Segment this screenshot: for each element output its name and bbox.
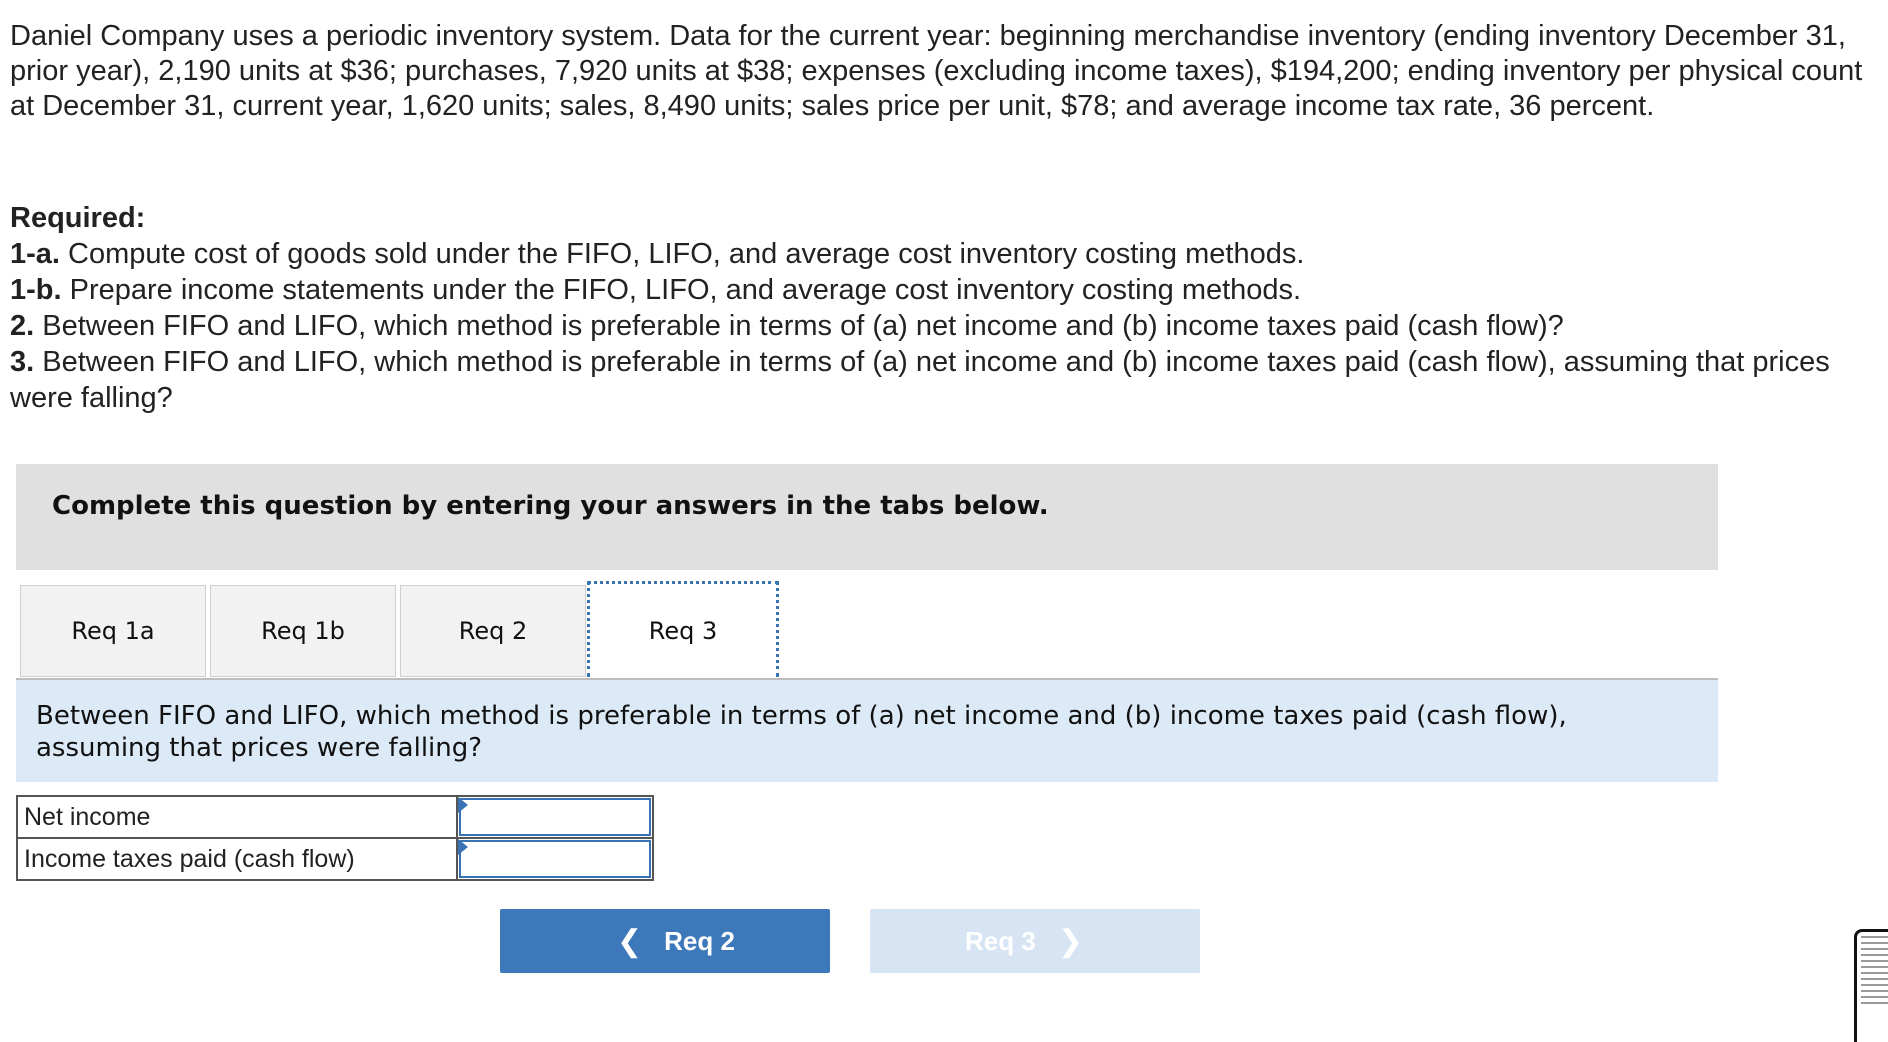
required-item-number: 1-a. [10,238,60,270]
required-item-text: Between FIFO and LIFO, which method is preferable in terms of (a) net income and (b) income taxes paid (cash flow), assuming that prices were falling? [10,346,1830,414]
dropdown-marker-icon [458,839,468,855]
chevron-left-icon: ❮ [617,924,643,958]
next-req-label: Req 3 [965,925,1036,956]
prev-req-label: Req 2 [664,925,735,956]
required-item-3 [10,344,1885,416]
problem-statement: Daniel Company uses a periodic inventory system. Data for the current year: beginning merchandise inventory (ending inventory December 31, prior year), 2,190 units at $36; purchases, 7,920 units at $38; expenses (excluding income taxes), $194,200; ending inventory per physical count at December 31, current year, 1,620 units; sales, 8,490 units; sales price per unit, $78; and average income tax rate, 36 percent. [10,20,1863,122]
question-text: Between FIFO and LIFO, which method is preferable in terms of (a) net income and (b) income taxes paid (cash flow), assuming that prices were falling? [36,701,1567,763]
net-income-select[interactable] [459,798,651,836]
required-section [10,200,1885,416]
required-item-1a [10,236,1885,272]
table-row [17,838,653,880]
required-item-number: 2. [10,310,35,342]
row-label-net-income: Net income [17,796,457,838]
required-item-number: 3. [10,346,35,378]
required-item-text: Between FIFO and LIFO, which method is preferable in terms of (a) net income and (b) income taxes paid (cash flow)? [34,310,1564,342]
tab-req-2[interactable]: Req 2 [400,585,586,677]
prev-req-button[interactable] [500,909,830,973]
next-req-button[interactable] [870,909,1200,973]
tab-req-1a[interactable]: Req 1a [20,585,206,677]
required-heading: Required: [10,202,146,234]
instruction-banner [16,464,1718,570]
dropdown-marker-icon [458,797,468,813]
required-item-number: 1-b. [10,274,62,306]
income-taxes-select[interactable] [459,840,651,878]
net-income-dropdown[interactable] [457,796,653,838]
required-item-text: Prepare income statements under the FIFO, LIFO, and average cost inventory costing methods. [61,274,1302,306]
chevron-right-icon: ❯ [1057,924,1083,958]
question-panel [16,680,1718,782]
required-item-2 [10,308,1885,344]
instruction-text: Complete this question by entering your answers in the tabs below. [52,491,1049,521]
row-label-income-taxes: Income taxes paid (cash flow) [17,838,457,880]
table-row [17,796,653,838]
tab-req-3[interactable]: Req 3 [587,581,779,677]
page-thumbnail[interactable] [1854,929,1888,1042]
required-item-text: Compute cost of goods sold under the FIFO, LIFO, and average cost inventory costing methods. [59,238,1305,270]
income-taxes-dropdown[interactable] [457,838,653,880]
answer-table [16,795,654,881]
tab-req-1b[interactable]: Req 1b [210,585,396,677]
required-item-1b [10,272,1885,308]
